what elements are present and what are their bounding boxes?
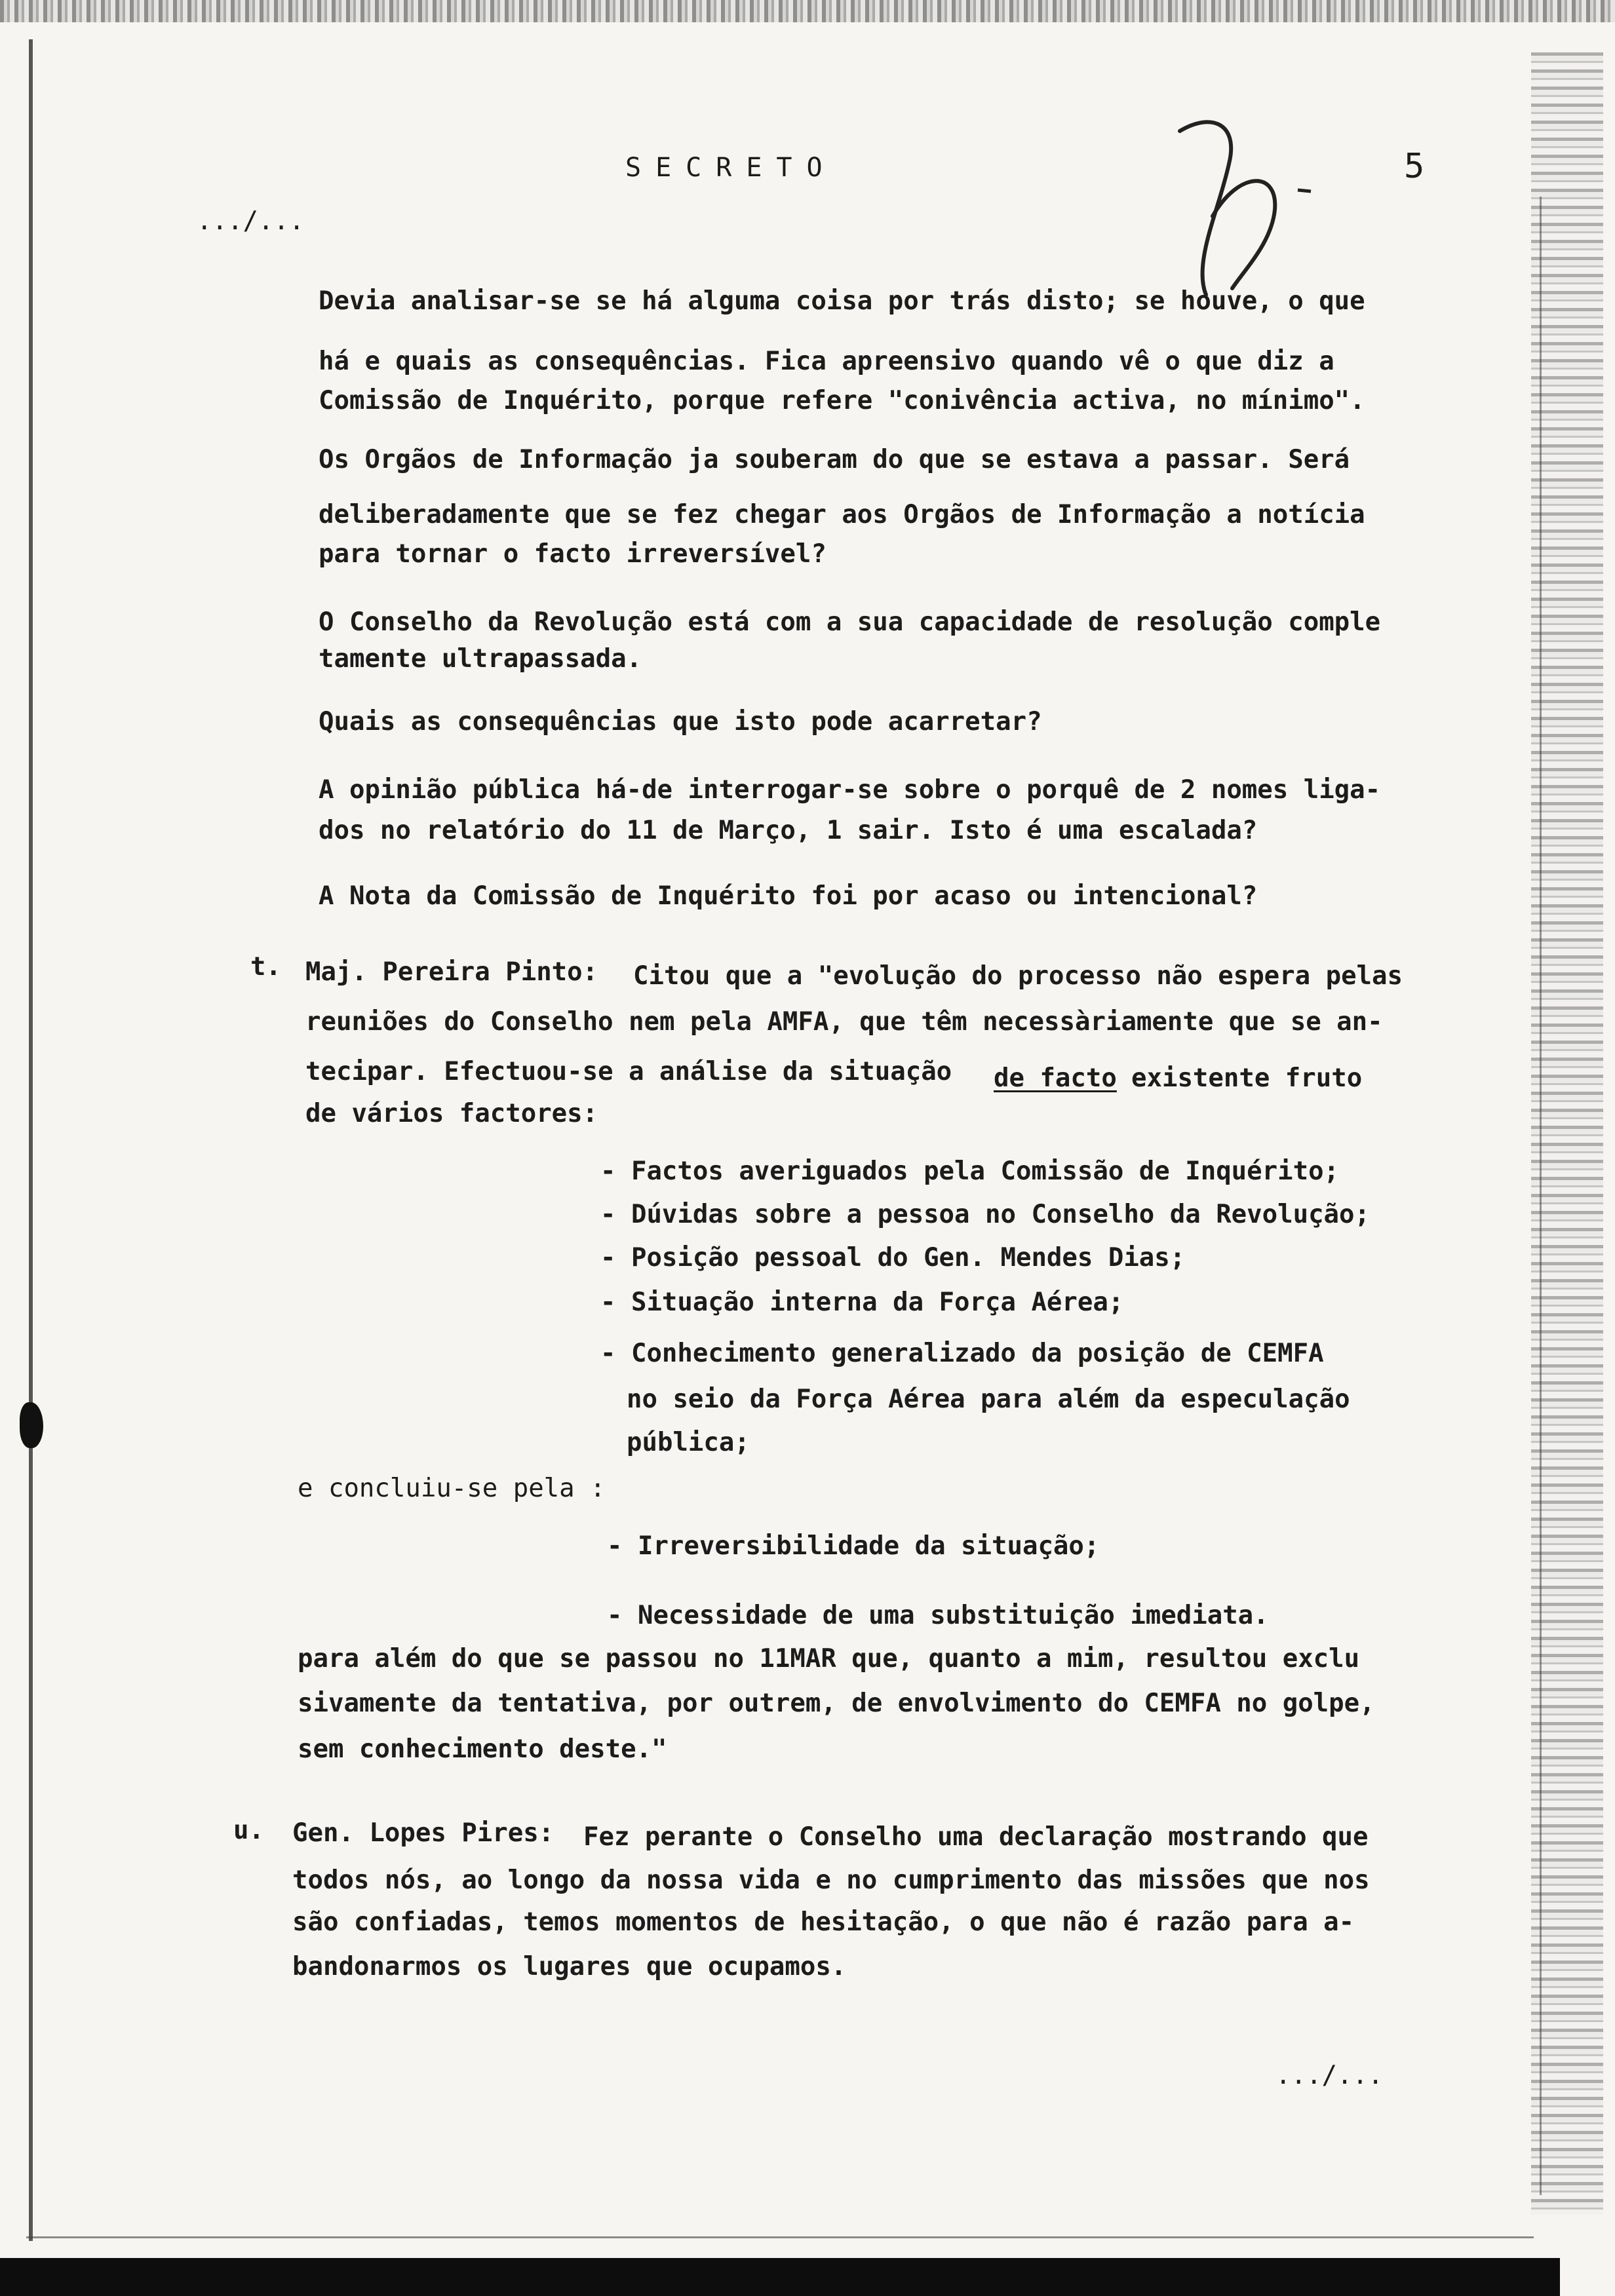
scan-right-edge [1531,52,1603,2215]
page-right-border [1540,197,1542,2195]
text-line: todos nós, ao longo da nossa vida e no cumprimento das missões que nos [292,1866,1370,1895]
scan-bottom-bar [0,2258,1560,2296]
text-line: para tornar o facto irreversível? [319,539,827,569]
text-line: Citou que a "evolução do processo não espera pelas [633,961,1403,991]
text-line: A Nota da Comissão de Inquérito foi por acaso ou intencional? [319,881,1258,911]
text-line: Fez perante o Conselho uma declaração mostrando que [583,1822,1369,1852]
text-line: bandonarmos os lugares que ocupamos. [292,1952,847,1981]
text-line: reuniões do Conselho nem pela AMFA, que têm necessàriamente que se an- [305,1007,1383,1037]
factor-item: - Dúvidas sobre a pessoa no Conselho da Revolução; [600,1200,1370,1229]
factor-item: - Situação interna da Força Aérea; [600,1288,1124,1317]
factor-item-cont: pública; [627,1428,750,1457]
factor-item-cont: no seio da Força Aérea para além da especulação [627,1385,1350,1414]
text-line: sivamente da tentativa, por outrem, de envolvimento do CEMFA no golpe, [298,1689,1375,1718]
conclusion-item: - Irreversibilidade da situação; [607,1531,1100,1561]
speaker-name: Gen. Lopes Pires: [292,1818,555,1848]
text-line: O Conselho da Revolução está com a sua capacidade de resolução comple [319,607,1381,637]
text-line: são confiadas, temos momentos de hesitação, o que não é razão para a- [292,1907,1355,1937]
text-line: A opinião pública há-de interrogar-se sobre o porquê de 2 nomes liga- [319,775,1381,805]
text-line: deliberadamente que se fez chegar aos Orgãos de Informação a notícia [319,500,1365,529]
classification-header: SECRETO [625,153,837,183]
handwritten-initials [1167,111,1324,308]
text-line: de vários factores: [305,1099,598,1128]
scan-left-border [29,39,33,2241]
text-line: para além do que se passou no 11MAR que, quanto a mim, resultou exclu [298,1644,1360,1674]
text-line: tamente ultrapassada. [319,644,642,674]
scan-bottom-line [26,2236,1534,2238]
speaker-name: Maj. Pereira Pinto: [305,957,598,987]
text-line: sem conhecimento deste." [298,1734,667,1764]
text-line: Devia analisar-se se há alguma coisa por trás disto; se houve, o que [319,286,1365,316]
factor-item: - Factos averiguados pela Comissão de Inquérito; [600,1157,1340,1186]
text-line: Comissão de Inquérito, porque refere "conivência activa, no mínimo". [319,386,1365,415]
factor-item: - Posição pessoal do Gen. Mendes Dias; [600,1243,1186,1272]
text-line: tecipar. Efectuou-se a análise da situação [305,1057,952,1086]
text-line: dos no relatório do 11 de Março, 1 sair. Isto é uma escalada? [319,816,1258,845]
text-line: existente fruto [1131,1063,1363,1093]
factor-item: - Conhecimento generalizado da posição de CEMFA [600,1339,1324,1368]
page-number: 5 [1404,147,1425,186]
ink-blot [20,1402,43,1448]
item-marker: u. [233,1816,264,1845]
continuation-mark-top: .../... [197,206,305,236]
underlined-phrase: de facto [994,1063,1117,1093]
text-line: Os Orgãos de Informação ja souberam do que se estava a passar. Será [319,445,1350,474]
item-marker: t. [250,952,281,982]
conclusion-intro: e concluiu-se pela : [298,1474,606,1503]
scan-top-edge [0,0,1615,22]
text-line: há e quais as consequências. Fica apreensivo quando vê o que diz a [319,347,1334,376]
text-line: Quais as consequências que isto pode acarretar? [319,707,1042,737]
conclusion-item: - Necessidade de uma substituição imediata. [607,1601,1269,1630]
continuation-mark-bottom: .../... [1275,2061,1384,2090]
